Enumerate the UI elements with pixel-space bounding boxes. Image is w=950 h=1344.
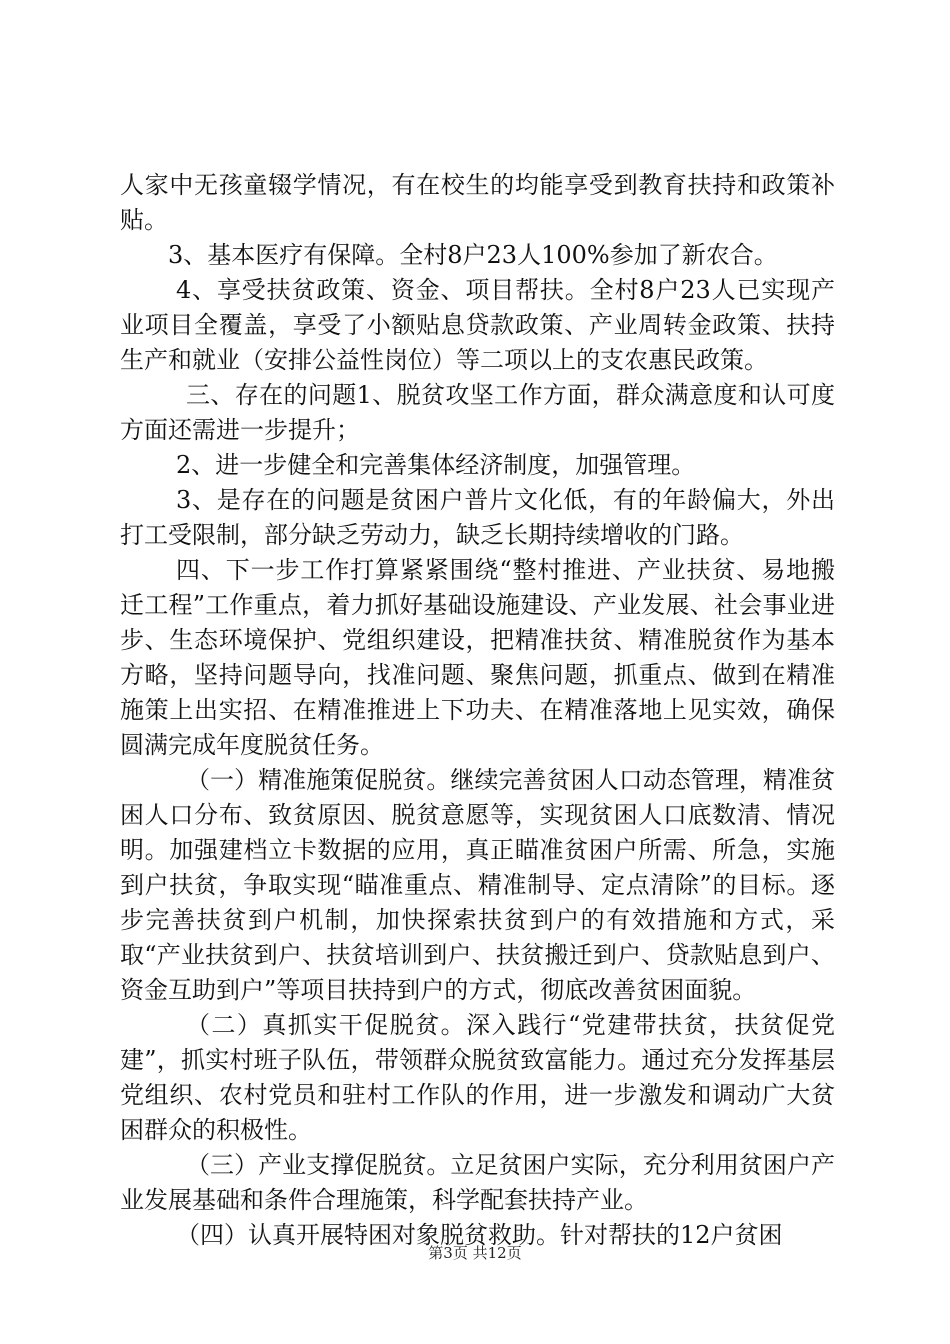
document-body bbox=[120, 168, 835, 1253]
paragraph-policy: 4、享受扶贫政策、资金、项目帮扶。全村8户23人已实现产业项目全覆盖，享受了小额贴息贷款政策、产业周转金政策、扶持生产和就业（安排公益性岗位）等二项以上的支农惠民政策。 bbox=[120, 276, 835, 374]
page-footer: 第3页 共12页 bbox=[428, 1244, 522, 1262]
paragraph-problem-2: 2、进一步健全和完善集体经济制度，加强管理。 bbox=[176, 451, 696, 479]
paragraph-section-4: （四）认真开展特困对象脱贫救助。针对帮扶的12户贫困 bbox=[176, 1221, 783, 1249]
paragraph-section-1: （一）精准施策促脱贫。继续完善贫困人口动态管理，精准贫困人口分布、致贫原因、脱贫意愿等，实现贫困人口底数清、情况明。加强建档立卡数据的应用，真正瞄准贫困户所需、所急，实施到户扶贫，争取实现“瞄准重点、精准制导、定点清除”的目标。逐步完善扶贫到户机制，加快探索扶贫到户的有效措施和方式，采取“产业扶贫到户、扶贫培训到户、扶贫搬迁到户、贷款贴息到户、资金互助到户”等项目扶持到户的方式，彻底改善贫困面貌。 bbox=[120, 766, 835, 1004]
paragraph-next-steps: 四、下一步工作打算紧紧围绕“整村推进、产业扶贫、易地搬迁工程”工作重点，着力抓好基础设施建设、产业发展、社会事业进步、生态环境保护、党组织建设，把精准扶贫、精准脱贫作为基本方略，坚持问题导向，找准问题、聚焦问题，抓重点、做到在精准施策上出实招、在精准推进上下功夫、在精准落地上见实效，确保圆满完成年度脱贫任务。 bbox=[120, 556, 835, 759]
paragraph-medical: 3、基本医疗有保障。全村8户23人100%参加了新农合。 bbox=[168, 241, 778, 269]
paragraph-problem-3: 3、是存在的问题是贫困户普片文化低，有的年龄偏大，外出打工受限制，部分缺乏劳动力，缺乏长期持续增收的门路。 bbox=[120, 486, 835, 549]
paragraph-continuation: 人家中无孩童辍学情况，有在校生的均能享受到教育扶持和政策补贴。 bbox=[120, 171, 835, 234]
paragraph-section-2: （二）真抓实干促脱贫。深入践行“党建带扶贫，扶贫促党建”，抓实村班子队伍，带领群众脱贫致富能力。通过充分发挥基层党组织、农村党员和驻村工作队的作用，进一步激发和调动广大贫困群众的积极性。 bbox=[120, 1011, 835, 1144]
paragraph-problems: 三、存在的问题1、脱贫攻坚工作方面，群众满意度和认可度方面还需进一步提升； bbox=[120, 381, 835, 444]
paragraph-section-3: （三）产业支撑促脱贫。立足贫困户实际，充分利用贫困户产业发展基础和条件合理施策，科学配套扶持产业。 bbox=[120, 1151, 835, 1214]
